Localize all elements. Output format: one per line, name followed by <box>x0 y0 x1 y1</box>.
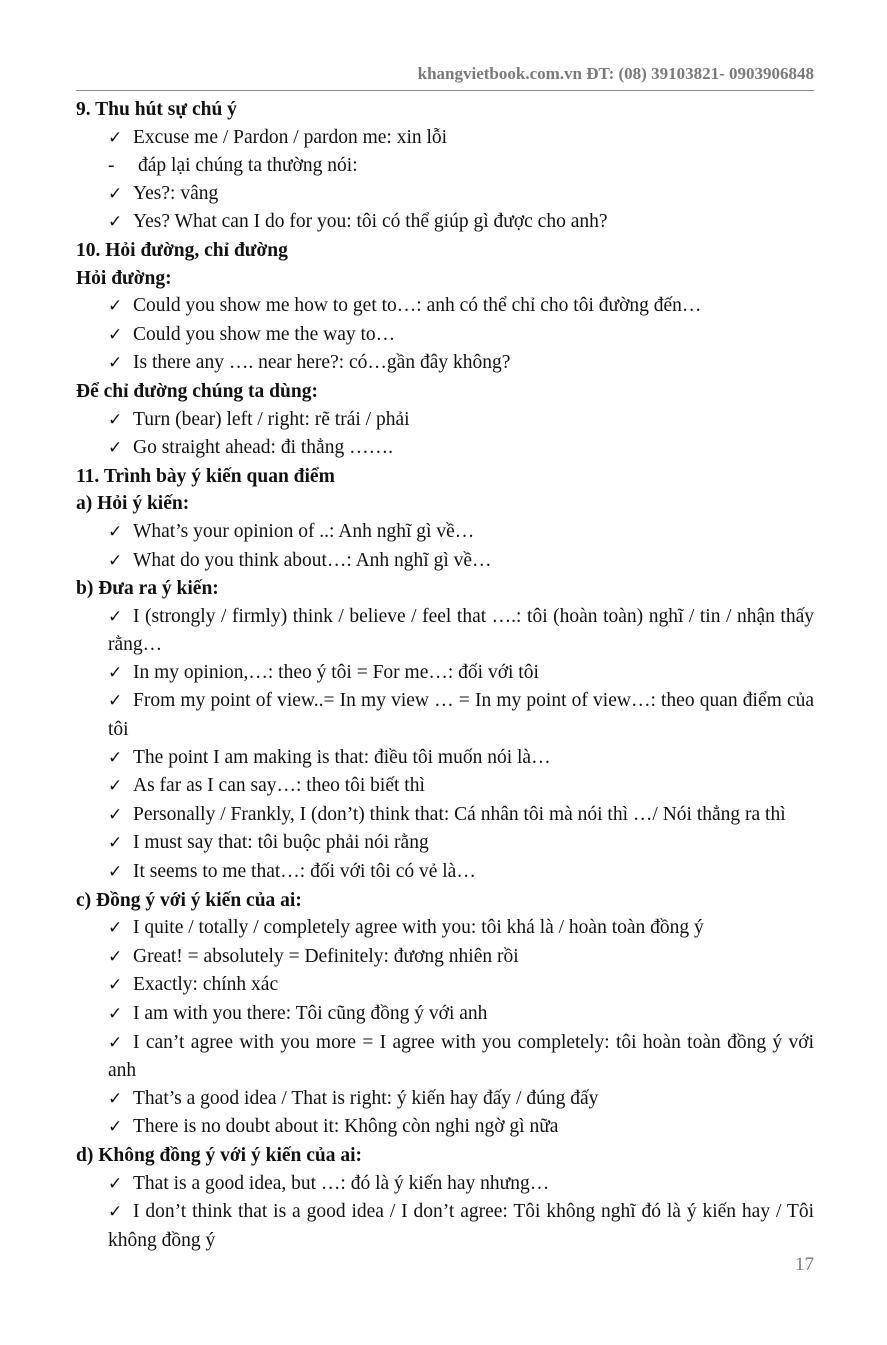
item-text: It seems to me that…: đối với tôi có vẻ là… <box>133 861 476 883</box>
checkmark-icon: ✓ <box>108 409 123 430</box>
item-text: I quite / totally / completely agree with you: tôi khá là / hoàn toàn đồng ý <box>133 917 704 939</box>
checklist-item <box>76 659 814 688</box>
checkmark-icon: ✓ <box>108 550 123 571</box>
item-text: Personally / Frankly, I (don’t) think that: Cá nhân tôi mà nói thì …/ Nói thẳng ra thì <box>133 803 786 825</box>
item-text: Exactly: chính xác <box>133 974 279 996</box>
checkmark-icon: ✓ <box>108 324 123 345</box>
checklist-item <box>76 124 814 153</box>
checklist-item <box>76 772 814 801</box>
item-text: Is there any …. near here?: có…gần đây không? <box>133 352 511 374</box>
checkmark-icon: ✓ <box>108 691 123 712</box>
checklist-item <box>76 744 814 773</box>
item-text: đáp lại chúng ta thường nói: <box>138 155 358 177</box>
checkmark-icon: ✓ <box>108 946 123 967</box>
item-text: From my point of view..= In my view … = In my point of view…: theo quan điểm của tôi <box>108 690 814 741</box>
checkmark-icon: ✓ <box>108 183 123 204</box>
checkmark-icon: ✓ <box>108 606 123 627</box>
item-text: I am with you there: Tôi cũng đồng ý với anh <box>133 1003 488 1024</box>
item-text: Go straight ahead: đi thẳng ……. <box>133 437 393 459</box>
item-text: Turn (bear) left / right: rẽ trái / phải <box>133 408 410 430</box>
section-heading <box>76 490 814 518</box>
item-text: There is no doubt about it: Không còn nghi ngờ gì nữa <box>133 1116 559 1138</box>
checkmark-icon: ✓ <box>108 918 123 939</box>
heading-text: c) Đồng ý với ý kiến của ai: <box>76 889 302 911</box>
checkmark-icon: ✓ <box>108 747 123 768</box>
checklist-item <box>76 914 814 943</box>
item-text: Yes?: vâng <box>133 182 219 204</box>
item-text: Great! = absolutely = Definitely: đương nhiên rồi <box>133 945 519 967</box>
section-heading <box>76 887 814 915</box>
checkmark-icon: ✓ <box>108 1032 123 1053</box>
section-heading <box>76 463 814 491</box>
checklist-item <box>76 971 814 1000</box>
checklist-item <box>76 1198 814 1254</box>
checkmark-icon: ✓ <box>108 662 123 683</box>
item-text: Could you show me how to get to…: anh có thể chỉ cho tôi đường đến… <box>133 295 702 317</box>
dash-bullet: - <box>108 155 115 177</box>
checkmark-icon: ✓ <box>108 804 123 825</box>
checklist-item <box>76 1000 814 1029</box>
dash-list-item <box>76 152 814 180</box>
item-text: I can’t agree with you more = I agree with you completely: tôi hoàn toàn đồng ý với anh <box>108 1031 814 1082</box>
checklist-item <box>76 943 814 972</box>
item-text: What’s your opinion of ..: Anh nghĩ gì về… <box>133 520 475 542</box>
checkmark-icon: ✓ <box>108 212 123 233</box>
checkmark-icon: ✓ <box>108 862 123 883</box>
page-number: 17 <box>795 1254 814 1275</box>
checkmark-icon: ✓ <box>108 1088 123 1109</box>
item-text: The point I am making is that: điều tôi muốn nói là… <box>133 746 551 768</box>
checkmark-icon: ✓ <box>108 975 123 996</box>
document-body <box>76 96 814 1254</box>
checklist-item <box>76 687 814 743</box>
checklist-item <box>76 208 814 237</box>
section-heading <box>76 265 814 293</box>
section-heading <box>76 575 814 603</box>
checkmark-icon: ✓ <box>108 1117 123 1138</box>
checkmark-icon: ✓ <box>108 1004 123 1024</box>
heading-text: a) Hỏi ý kiến: <box>76 493 190 515</box>
item-text: I must say that: tôi buộc phải nói rằng <box>133 832 429 854</box>
section-heading <box>76 1142 814 1170</box>
checkmark-icon: ✓ <box>108 127 123 148</box>
item-text: Could you show me the way to… <box>133 323 396 345</box>
checkmark-icon: ✓ <box>108 833 123 854</box>
checklist-item <box>76 801 814 830</box>
checkmark-icon: ✓ <box>108 776 123 797</box>
checklist-item <box>76 603 814 659</box>
checkmark-icon: ✓ <box>108 296 123 317</box>
checklist-item <box>76 406 814 435</box>
checkmark-icon: ✓ <box>108 353 123 374</box>
checklist-item <box>76 547 814 576</box>
checklist-item <box>76 1029 814 1085</box>
item-text: Excuse me / Pardon / pardon me: xin lỗi <box>133 126 448 148</box>
page-header: khangvietbook.com.vn ĐT: (08) 39103821- 0903906848 <box>76 64 814 91</box>
checklist-item <box>76 321 814 350</box>
heading-text: d) Không đồng ý với ý kiến của ai: <box>76 1144 363 1166</box>
heading-text: Để chỉ đường chúng ta dùng: <box>76 380 318 402</box>
checklist-item <box>76 1170 814 1199</box>
item-text: That is a good idea, but …: đó là ý kiến hay nhưng… <box>133 1172 550 1194</box>
heading-text: 11. Trình bày ý kiến quan điểm <box>76 465 335 487</box>
checklist-item <box>76 829 814 858</box>
heading-text: b) Đưa ra ý kiến: <box>76 578 219 600</box>
heading-text: Hỏi đường: <box>76 267 172 289</box>
checklist-item <box>76 180 814 209</box>
item-text: In my opinion,…: theo ý tôi = For me…: đối với tôi <box>133 661 539 683</box>
checkmark-icon: ✓ <box>108 1173 123 1194</box>
checklist-item <box>76 858 814 887</box>
section-heading <box>76 96 814 124</box>
item-text: Yes? What can I do for you: tôi có thể giúp gì được cho anh? <box>133 211 608 233</box>
checklist-item <box>76 1113 814 1142</box>
item-text: That’s a good idea / That is right: ý kiến hay đấy / đúng đấy <box>133 1087 599 1109</box>
checkmark-icon: ✓ <box>108 521 123 542</box>
section-heading <box>76 378 814 406</box>
item-text: I don’t think that is a good idea / I don’t agree: Tôi không nghĩ đó là ý kiến hay / Tôi không đồng ý <box>108 1201 814 1251</box>
checklist-item <box>76 292 814 321</box>
checkmark-icon: ✓ <box>108 1202 123 1223</box>
checklist-item <box>76 349 814 378</box>
heading-text: 9. Thu hút sự chú ý <box>76 99 237 120</box>
item-text: As far as I can say…: theo tôi biết thì <box>133 775 425 797</box>
heading-text: 10. Hỏi đường, chỉ đường <box>76 239 288 261</box>
item-text: What do you think about…: Anh nghĩ gì về… <box>133 549 492 571</box>
item-text: I (strongly / firmly) think / believe / feel that ….: tôi (hoàn toàn) nghĩ / tin / nhận thấy rằng… <box>108 605 814 656</box>
checkmark-icon: ✓ <box>108 438 123 459</box>
checklist-item <box>76 1085 814 1114</box>
checklist-item <box>76 434 814 463</box>
checklist-item <box>76 518 814 547</box>
section-heading <box>76 237 814 265</box>
